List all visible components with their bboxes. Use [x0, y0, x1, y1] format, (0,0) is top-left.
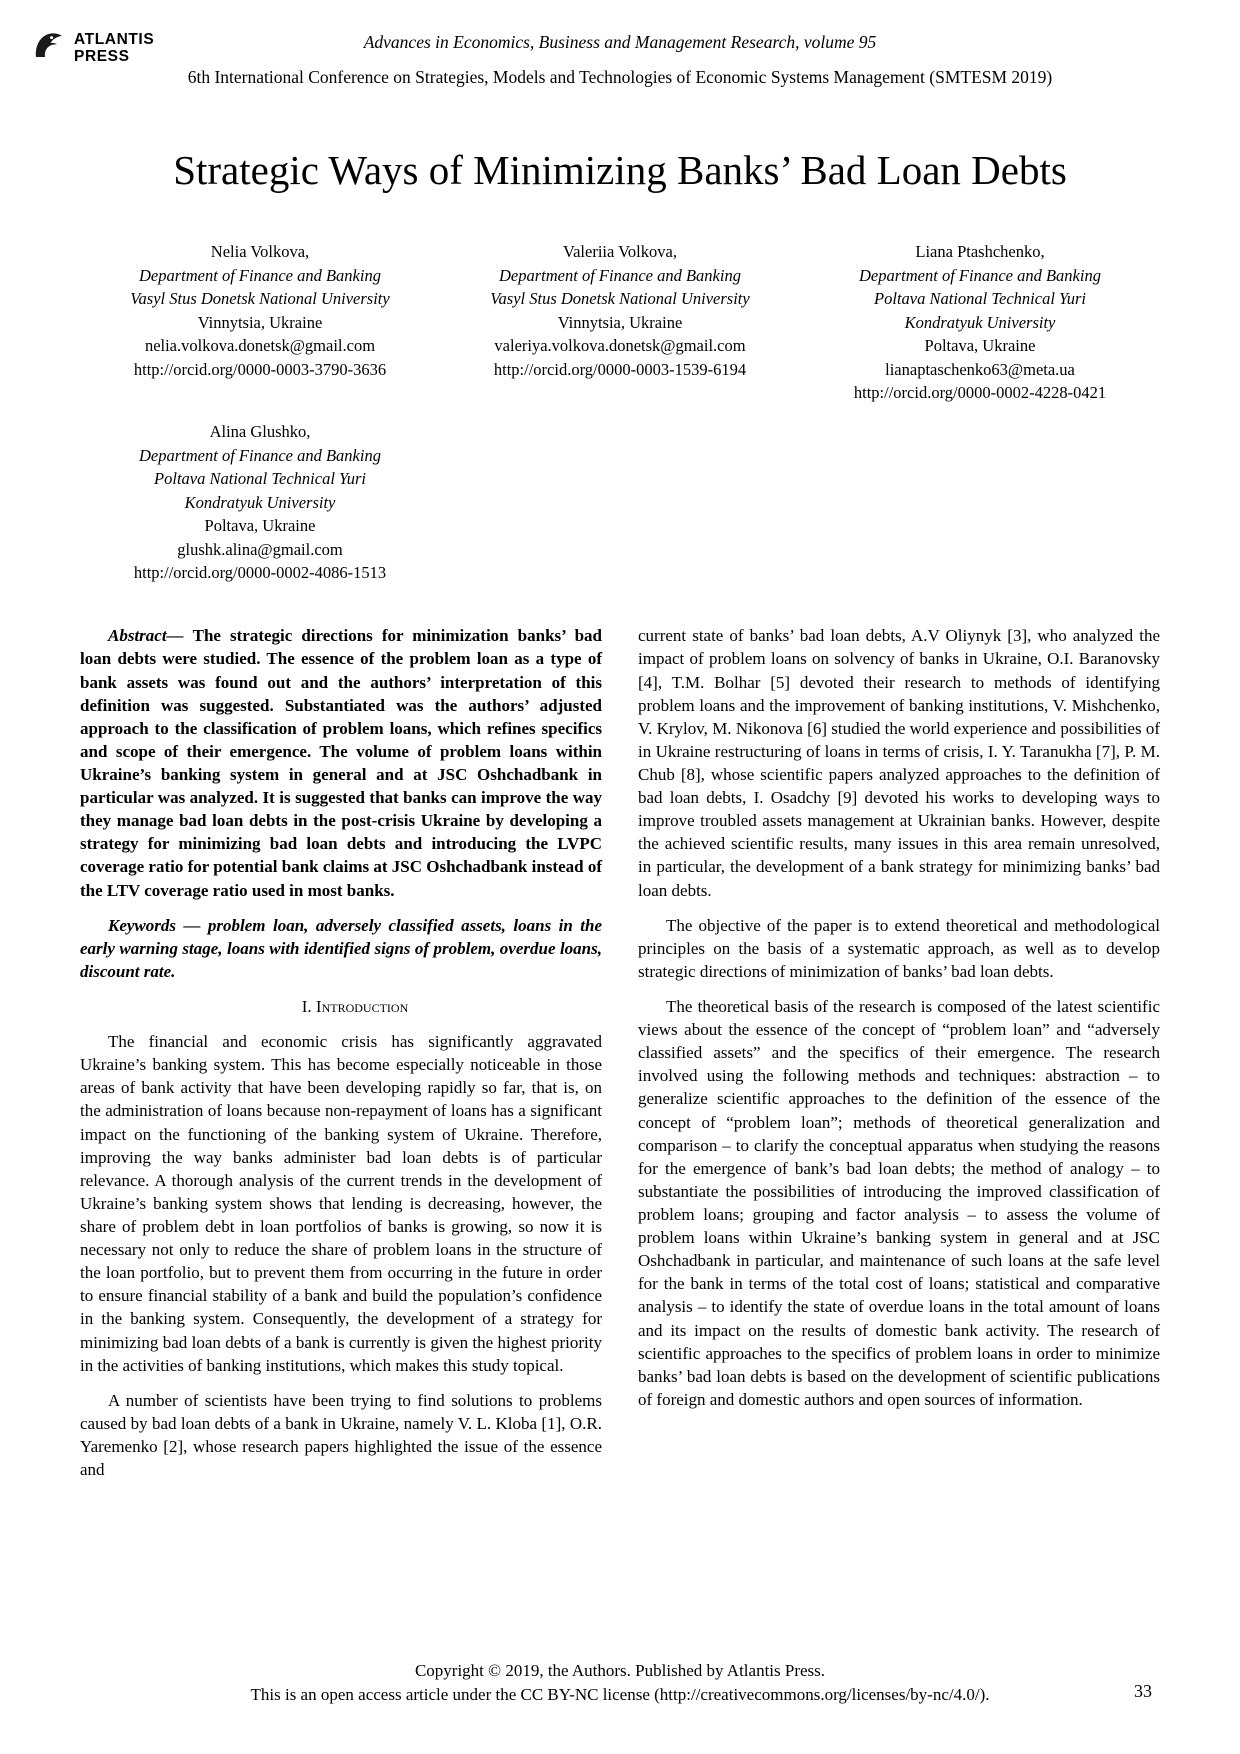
right-paragraph-2: The objective of the paper is to extend theoretical and methodological principles on the basis of a systematic approach, as well as to develop strategic directions of minimization of banks’ bad loan debts. [638, 915, 1160, 981]
abstract-text: The strategic directions for minimization banks’ bad loan debts were studied. The essence of the problem loan as a type of bank assets was found out and the authors’ interpretation of this definition was suggested. Substantiated was the authors’ adjusted approach to the classification of problem loans, which refines specifics and scope of their emergence. The volume of problem loans within Ukraine’s banking system in general and at JSC Oshchadbank in particular was analyzed. It is suggested that banks can improve the way they manage bad loan debts in the post-crisis Ukraine by developing a strategy for minimizing bad loan debts and introducing the LVPC coverage ratio for potential bank claims at JSC Oshchadbank instead of the LTV coverage ratio used in most banks. [80, 626, 602, 900]
author-block-2 [440, 240, 800, 404]
page-footer [0, 1659, 1240, 1706]
right-column [638, 624, 1160, 1493]
intro-paragraph-1: The financial and economic crisis has significantly aggravated Ukraine’s banking system. This has become especially noticeable in those areas of bank activity that have been developing rapidly so far, that is, on the administration of loans because non-repayment of loans has a significant impact on the functioning of the banking system of Ukraine. Therefore, improving the way banks administer bad loan debts is of particular relevance. A thorough analysis of the current trends in the development of Ukraine’s banking system shows that lending is decreasing, however, the share of problem debt in loan portfolios of banks is growing, so now it is necessary not only to reduce the share of problem loans in the structure of the loan portfolio, but to prevent them from occurring in the future in order to ensure financial stability of a bank and build the population’s confidence in the banking system. Consequently, the development of a strategy for minimizing bad loan debts of a bank is currently is given the highest priority in the activities of banking institutions, which makes this study topical. [80, 1032, 602, 1375]
author-block-1 [80, 240, 440, 404]
author-location: Vinnytsia, Ukraine [557, 312, 683, 332]
author-location: Vinnytsia, Ukraine [197, 312, 323, 332]
author-orcid[interactable]: http://orcid.org/0000-0002-4086-1513 [133, 562, 387, 582]
author-email[interactable]: nelia.volkova.donetsk@gmail.com [144, 336, 376, 356]
right-paragraph-3: The theoretical basis of the research is composed of the latest scientific views about the essence of the concept of “problem loan” and “adversely classified assets” and the specifics of their emergence. The research involved using the following methods and techniques: abstraction – to generalize scientific approaches to the definition of the essence of the concept of “problem loan”; methods of theoretical generalization and comparison – to clarify the conceptual apparatus when studying the reasons for the emergence of bank’s bad loan debts; the method of analogy – to substantiate the possibilities of introducing the improved classification of problem loans; grouping and factor analysis – to assess the volume of problem loans within Ukraine’s banking system in general and at JSC Oshchadbank in particular, and maintenance of such loans at the safe level for the bank in terms of the total cost of loans; statistical and comparative analysis – to identify the state of overdue loans in the total amount of loans and its impact on the results of domestic bank activity. The research of scientific approaches to the specifics of problem loans in order to minimize banks’ bad loan debts is based on the development of scientific publications of foreign and domestic authors and open sources of information. [638, 997, 1160, 1409]
author-location: Poltava, Ukraine [924, 336, 1036, 356]
author-department: Department of Finance and Banking [859, 265, 1101, 285]
authors-spacer-b [800, 420, 1160, 584]
author-email[interactable]: valeriya.volkova.donetsk@gmail.com [494, 336, 746, 356]
authors-spacer-a [440, 420, 800, 584]
author-name: Liana Ptashchenko, [915, 242, 1045, 262]
conference-line: 6th International Conference on Strategies, Models and Technologies of Economic Systems Management (SMTESM 2019) [187, 67, 1053, 87]
logo-line-two: PRESS [74, 47, 130, 65]
author-institution-second-line: Kondratyuk University [904, 312, 1056, 332]
author-department: Department of Finance and Banking [499, 265, 741, 285]
atlantis-logo-text [74, 30, 154, 66]
author-name: Alina Glushko, [209, 422, 311, 442]
author-block-3 [800, 240, 1160, 404]
page-header [74, 22, 1160, 106]
left-column [80, 624, 602, 1493]
author-orcid[interactable]: http://orcid.org/0000-0002-4228-0421 [853, 383, 1107, 402]
page-number: 33 [1134, 1681, 1152, 1701]
author-name: Nelia Volkova, [210, 242, 310, 262]
body-columns [80, 624, 1160, 1493]
section-heading-introduction: I. Introduction [301, 997, 409, 1017]
author-orcid[interactable]: http://orcid.org/0000-0003-1539-6194 [493, 359, 747, 379]
journal-series-line: Advances in Economics, Business and Management Research, volume 95 [363, 32, 877, 52]
keywords-paragraph: Keywords — problem loan, adversely classified assets, loans in the early warning stage, loans with identified signs of problem, overdue loans, discount rate. [80, 915, 602, 981]
intro-paragraph-2: A number of scientists have been trying to find solutions to problems caused by bad loan debts of a bank in Ukraine, namely V. L. Kloba [1], O.R. Yaremenko [2], whose research papers highlighted the issue of the essence and [80, 1390, 602, 1480]
author-block-4 [80, 420, 440, 584]
author-institution: Vasyl Stus Donetsk National University [490, 289, 750, 309]
author-location: Poltava, Ukraine [204, 516, 316, 536]
atlantis-logo-icon [32, 30, 66, 64]
authors-row-two [80, 420, 1160, 584]
copyright-line: Copyright © 2019, the Authors. Published by Atlantis Press. [414, 1661, 826, 1681]
author-institution-second-line: Kondratyuk University [184, 492, 336, 512]
author-orcid[interactable]: http://orcid.org/0000-0003-3790-3636 [133, 359, 387, 379]
author-email[interactable]: lianaptaschenko63@meta.ua [885, 359, 1075, 379]
authors-row-one [80, 240, 1160, 404]
author-department: Department of Finance and Banking [139, 445, 381, 465]
author-email[interactable]: glushk.alina@gmail.com [177, 539, 343, 559]
author-institution: Poltava National Technical Yuri [874, 289, 1086, 309]
author-department: Department of Finance and Banking [139, 265, 381, 285]
author-institution: Poltava National Technical Yuri [154, 469, 366, 489]
page-title: Strategic Ways of Minimizing Banks’ Bad Loan Debts [173, 147, 1067, 193]
author-institution: Vasyl Stus Donetsk National University [130, 289, 390, 309]
author-name: Valeriia Volkova, [563, 242, 677, 262]
abstract-label: Abstract— [108, 626, 193, 646]
right-paragraph-1: current state of banks’ bad loan debts, A.V Oliynyk [3], who analyzed the impact of problem loans on solvency of banks in Ukraine, O.I. Baranovsky [4], T.M. Bolhar [5] devoted their research to methods of identifying problem loans and the improvement of banking institutions, V. Mishchenko, V. Krylov, M. Nikonova [6] studied the world experience and possibilities of in Ukraine restructuring of loans in terms of crisis, I. Y. Taranukha [7], P. M. Chub [8], whose scientific papers analyzed approaches to the definition of bad loan debts, I. Osadchy [9] devoted his works to developing ways to improve troubled assets management at Ukrainian banks. However, despite the achieved scientific results, many issues in this area remain unresolved, in particular, the development of a bank strategy for minimizing banks’ bad loan debts. [638, 626, 1160, 900]
atlantis-press-logo [32, 30, 242, 66]
logo-line-one: ATLANTIS [74, 31, 155, 48]
abstract-paragraph [80, 624, 602, 901]
license-line: This is an open access article under the CC BY-NC license (http://creativecommons.org/licenses/by-nc/4.0/). [250, 1684, 990, 1704]
